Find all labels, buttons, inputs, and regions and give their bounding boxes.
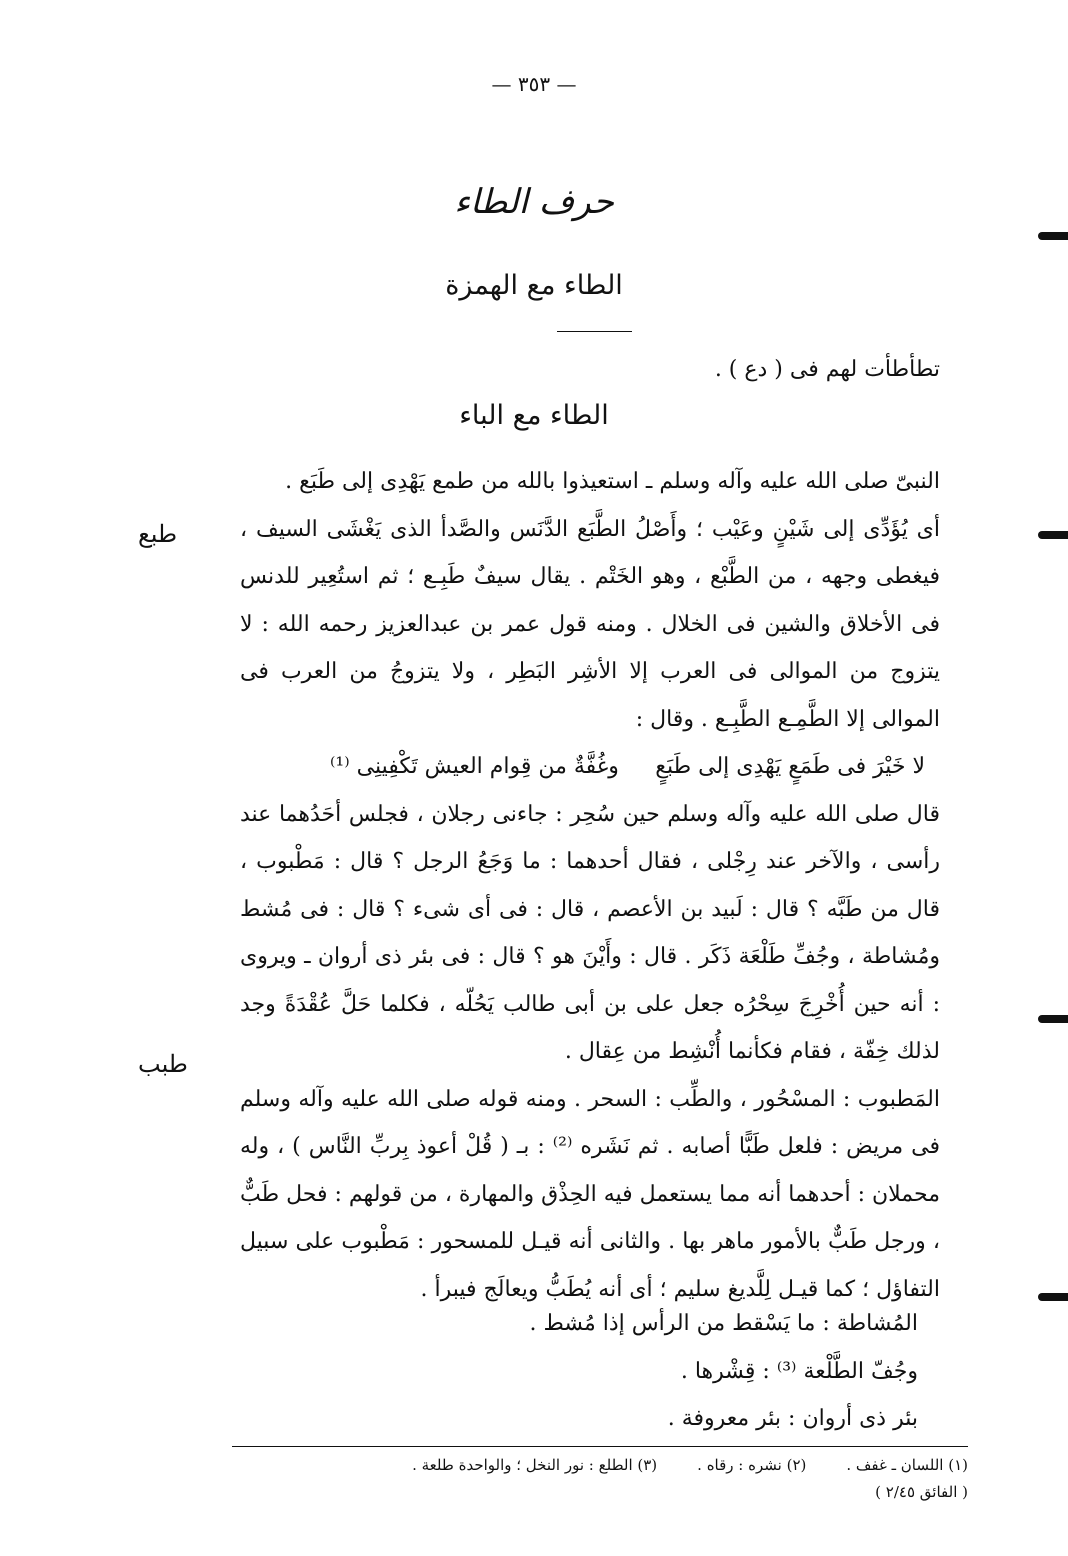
footnote-rule [232,1446,968,1447]
entry-body [240,458,980,1313]
glosses [178,1300,918,1443]
gloss-item: بئر ذى أروان : بئر معروفة . [667,1406,918,1431]
cross-reference-text: تطأطأت لهم فى ( دع ) . [714,357,940,382]
title-rule [557,331,632,332]
hadith-paragraph-2: قال صلى الله عليه وآله وسلم حين سُحِر : جاءنى رجلان ، فجلس أحَدُهما عند رأسى ، والآخر عند رِجْلى ، فقال أحدهما : ما وَجَعُ الرجل ؟ قال : مَطْبوب ، قال من طَبَّه ؟ قال : لَبيد بن الأعصم ، قال : فى أى شىء ؟ قال : فى مُشط ومُشاطة ، وجُفِّ طَلْعَة ذَكَر . قال : وأَيْنَ هو ؟ قال : فى بئر ذى أروان ـ ويروى : أنه حين أُخْرِجَ سِحْرُه جعل على بن أبى طالب يَحُلّه ، فكلما حَلَّ عُقْدَةً وجد لذلك خِفّة ، فقام فكأنما أُنْشِط من عِقال . [240,801,940,1064]
scan-edge-mark [1038,1015,1068,1023]
scan-edge-mark [1038,531,1068,539]
margin-headword-tabaa: طبع [138,520,178,548]
scan-edge-mark [1038,232,1068,240]
footnote-item: (٣) الطلع : نور النخل ؛ والواحدة طلعة . [412,1456,658,1474]
verse-first-hemistich: لا خَيْرَ فى طَمَعٍ يَهْدِى إلى طَبَعٍ [655,754,925,779]
footnotes [232,1452,968,1506]
page-number: — ٣٥٣ — [491,72,577,96]
hadith-paragraph: النبىّ صلى الله عليه وآله وسلم ـ استعيذوا بالله من طمع يَهْدِى إلى طَبَع . [285,469,940,494]
section-title-ba: الطاء مع الباء [459,400,609,431]
gloss-item: المُشاطة : ما يَسْقط من الرأس إذا مُشط . [529,1311,918,1336]
footnote-item: (١) اللسان ـ غفف . [846,1456,968,1474]
verse-second-hemistich: وغُفَّةٌ من قِوام العيش تَكْفِينِى ⁽¹⁾ [330,754,619,779]
section-title-hamza: الطاء مع الهمزة [445,270,623,301]
scan-edge-mark [1038,1293,1068,1301]
footnote-items [232,1452,968,1479]
explanation-paragraph-2: المَطبوب : المسْحُور ، والطِّب : السحر . ومنه قوله صلى الله عليه وآله وسلم فى مريض : فلعل طَبًّا أصابه . ثم نَشَره ⁽²⁾ : بـ ( قُلْ أعوذ بِربِّ النَّاس ) ، وله محملان : أحدهما أنه مما يستعمل فيه الحِذْق والمهارة ، من قولهم : فحل طَبٌّ ، ورجل طَبٌّ بالأمور ماهر بها . والثانى أنه قيـل للمسحور : مَطْبوب على سبيل التفاؤل ؛ كما قيـل لِلَّديغ سليم ؛ أى أنه يُطَبُّ ويعالَج فيبرأ . [240,1086,940,1302]
explanation-paragraph: أى يُؤَدِّى إلى شَيْنٍ وعَيْب ؛ وأَصْلُ الطَّبَع الدَّنَس والصَّدأ الذى يَغْشَى السيف ، فيغطى وجهه ، من الطَّبْع ، وهو الخَتْم . يقال سيفٌ طَبِـع ؛ ثم استُعِير للدنس فى الأخلاق والشين فى الخلال . ومنه قول عمر بن عبدالعزيز رحمه الله : لا يتزوج من الموالى فى العرب إلا الأشِر البَطِر ، ولا يتزوجُ من العرب فى الموالى إلا الطَّمِـع الطَّبِـع . وقال : [240,516,940,732]
chapter-title: حرف الطاء [454,182,614,222]
verse-line [240,743,980,791]
cross-reference [240,346,980,394]
source-reference: ( الفائق ٢/٤٥ ) [875,1483,968,1501]
margin-headword-tabab: طبب [138,1050,188,1078]
footnote-item: (٢) نشره : رقاه . [697,1456,807,1474]
gloss-item: وجُفّ الطَّلْعة ⁽³⁾ : قِشْرها . [680,1358,918,1384]
